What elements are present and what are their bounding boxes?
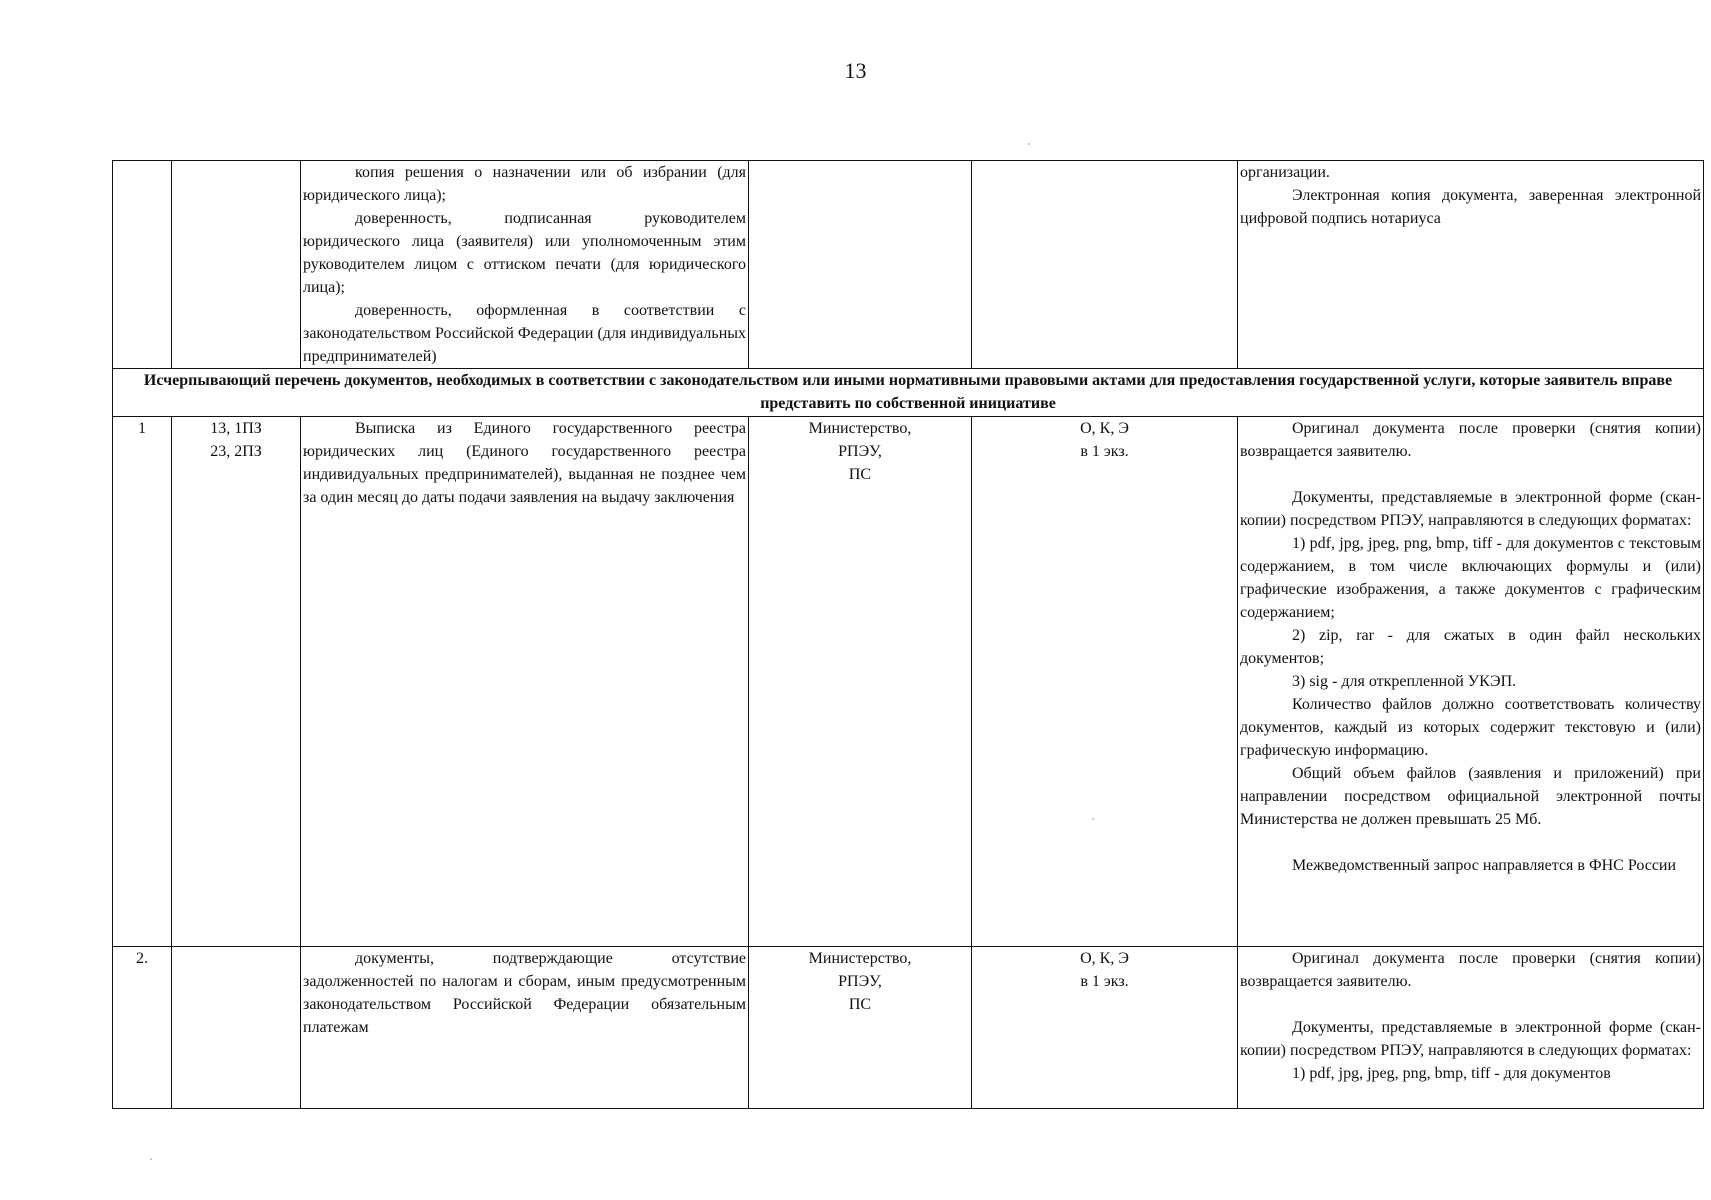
scan-speck xyxy=(1028,143,1030,145)
document-table xyxy=(112,160,1704,1109)
form-line: в 1 экз. xyxy=(1080,973,1129,990)
row-codes xyxy=(172,947,301,1109)
document-text: документы, подтверждающие отсутствие задолженностей по налогам и сборам, иным предусмотренным законодательством Российской Федерации обязательным платежам xyxy=(303,950,746,1036)
section-heading: Исчерпывающий перечень документов, необходимых в соответствии с законодательством или иными нормативными правовыми актами для предоставления государственной услуги, которые заявитель вправе представить по собственной инициативе xyxy=(113,369,1704,417)
row-form xyxy=(972,417,1238,947)
source-line: ПС xyxy=(848,996,872,1013)
table-row xyxy=(113,947,1704,1109)
source-line: РПЭУ, xyxy=(838,443,882,460)
cell-number xyxy=(113,161,172,369)
note-line: организации. xyxy=(1240,164,1330,181)
note-line: Оригинал документа после проверки (снятия копии) возвращается заявителю. xyxy=(1240,420,1701,460)
row-codes xyxy=(172,417,301,947)
scan-speck xyxy=(1092,818,1094,820)
row-document xyxy=(301,947,749,1109)
row-number: 2. xyxy=(113,947,172,1109)
form-line: О, К, Э xyxy=(1080,950,1129,967)
note-line: 2) zip, rar - для сжатых в один файл нескольких документов; xyxy=(1240,627,1701,667)
note-line: Общий объем файлов (заявления и приложений) при направлении посредством официальной электронной почты Министерства не должен превышать 25 Мб. xyxy=(1240,765,1701,828)
note-line: Количество файлов должно соответствовать количеству документов, каждый из которых содержит текстовую и (или) графическую информацию. xyxy=(1240,696,1701,759)
form-line: О, К, Э xyxy=(1080,420,1129,437)
code-line: 13, 1ПЗ xyxy=(210,420,262,437)
cell-form xyxy=(972,161,1238,369)
row-notes xyxy=(1238,417,1704,947)
row-number: 1 xyxy=(113,417,172,947)
row-notes xyxy=(1238,947,1704,1109)
source-line: РПЭУ, xyxy=(838,973,882,990)
document-line: доверенность, подписанная руководителем юридического лица (заявителя) или уполномоченным этим руководителем лицом с оттиском печати (для юридического лица); xyxy=(303,210,746,296)
code-line: 23, 2ПЗ xyxy=(210,443,262,460)
note-line: Документы, представляемые в электронной форме (скан-копии) посредством РПЭУ, направляются в следующих форматах: xyxy=(1240,489,1701,529)
section-heading-row xyxy=(113,369,1704,417)
row-form xyxy=(972,947,1238,1109)
row-source xyxy=(749,947,972,1109)
document-line: копия решения о назначении или об избрании (для юридического лица); xyxy=(303,164,746,204)
note-line: 1) pdf, jpg, jpeg, png, bmp, tiff - для документов xyxy=(1292,1065,1611,1082)
document-line: доверенность, оформленная в соответствии с законодательством Российской Федерации (для индивидуальных предпринимателей) xyxy=(303,302,746,365)
table-row xyxy=(113,417,1704,947)
scan-speck xyxy=(150,1158,152,1160)
note-line: Электронная копия документа, заверенная электронной цифровой подпись нотариуса xyxy=(1240,187,1701,227)
cell-codes xyxy=(172,161,301,369)
note-line: Оригинал документа после проверки (снятия копии) возвращается заявителю. xyxy=(1240,950,1701,990)
source-line: Министерство, xyxy=(808,420,912,437)
row-source xyxy=(749,417,972,947)
document-text: Выписка из Единого государственного реестра юридических лиц (Единого государственного реестра индивидуальных предпринимателей), выданная не позднее чем за один месяц до даты подачи заявления на выдачу заключения xyxy=(303,420,746,506)
table-row-continuation xyxy=(113,161,1704,369)
note-line: Межведомственный запрос направляется в ФНС России xyxy=(1292,857,1677,874)
cell-notes xyxy=(1238,161,1704,369)
note-line: 3) sig - для открепленной УКЭП. xyxy=(1292,673,1517,690)
note-line: 1) pdf, jpg, jpeg, png, bmp, tiff - для документов с текстовым содержанием, в том числе включающих формулы и (или) графические изображения, а также документов с графическим содержанием; xyxy=(1240,535,1701,621)
row-document xyxy=(301,417,749,947)
note-line: Документы, представляемые в электронной форме (скан-копии) посредством РПЭУ, направляются в следующих форматах: xyxy=(1240,1019,1701,1059)
source-line: Министерство, xyxy=(808,950,912,967)
source-line: ПС xyxy=(848,466,872,483)
cell-source xyxy=(749,161,972,369)
form-line: в 1 экз. xyxy=(1080,443,1129,460)
page-number: 13 xyxy=(844,58,867,83)
cell-documents xyxy=(301,161,749,369)
